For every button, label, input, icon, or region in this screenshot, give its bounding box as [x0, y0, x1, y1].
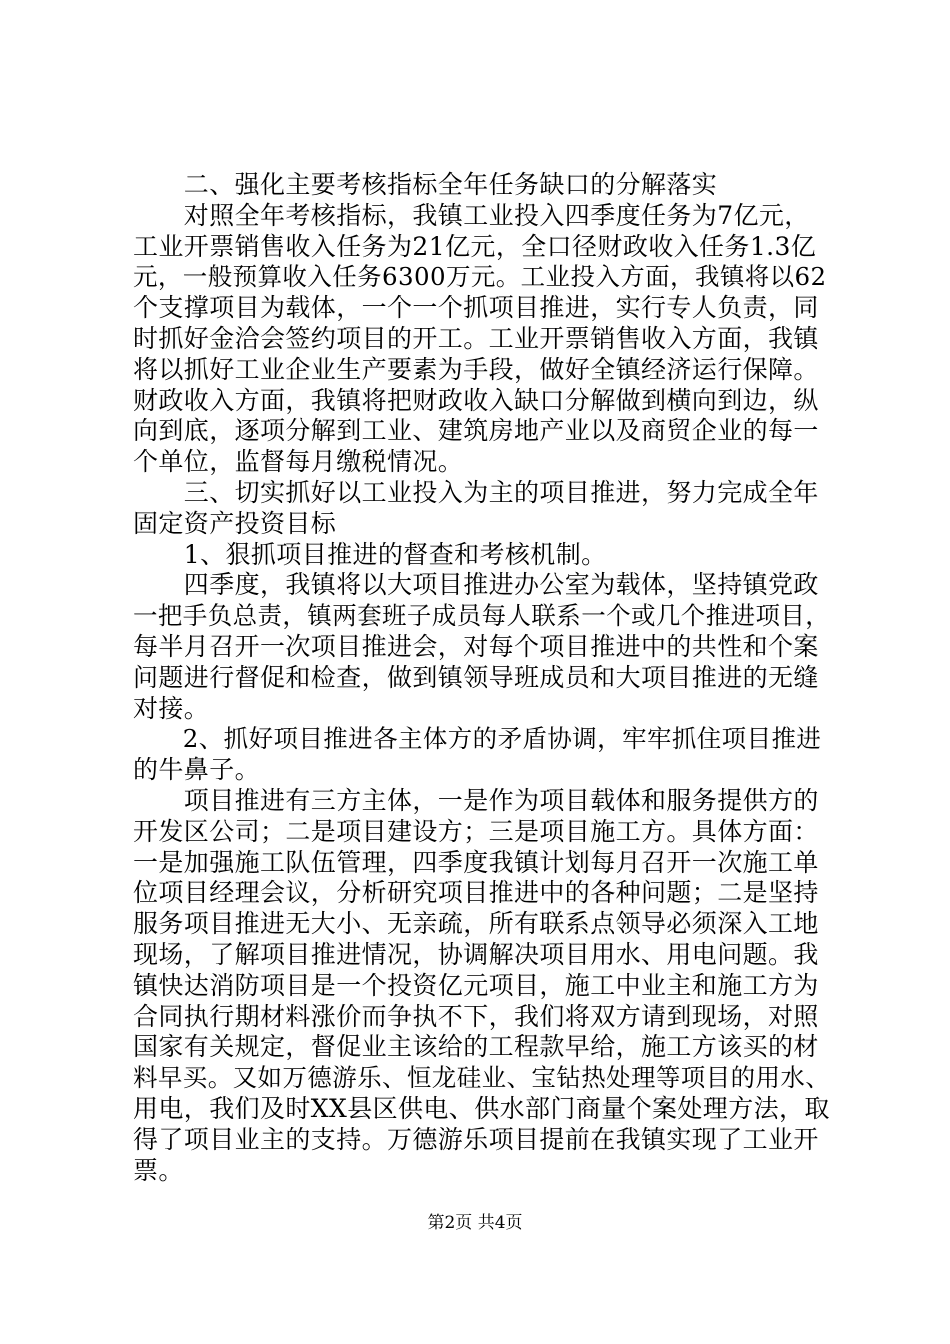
text-line: 一把手负总责，镇两套班子成员每人联系一个或几个推进项目， [133, 601, 831, 631]
text-line: 个支撑项目为载体，一个一个抓项目推进，实行专人负责，同 [133, 293, 819, 323]
text-line: 个单位，监督每月缴税情况。 [133, 447, 464, 477]
text-line: 1、狠抓项目推进的督查和考核机制。 [133, 539, 607, 569]
text-line: 向到底，逐项分解到工业、建筑房地产业以及商贸企业的每一 [133, 416, 819, 446]
text-line: 票。 [133, 1155, 184, 1185]
text-line: 开发区公司；二是项目建设方；三是项目施工方。具体方面： [133, 816, 819, 846]
text-line: 用电，我们及时XX县区供电、供水部门商量个案处理方法，取 [133, 1093, 830, 1123]
text-line: 时抓好金洽会签约项目的开工。工业开票销售收入方面，我镇 [133, 323, 819, 353]
text-line: 四季度，我镇将以大项目推进办公室为载体，坚持镇党政 [133, 570, 819, 600]
text-line: 得了项目业主的支持。万德游乐项目提前在我镇实现了工业开 [133, 1124, 819, 1154]
document-body [133, 170, 833, 1186]
text-line: 位项目经理会议，分析研究项目推进中的各种问题；二是坚持 [133, 878, 819, 908]
text-line: 合同执行期材料涨价而争执不下，我们将双方请到现场，对照 [133, 1001, 819, 1031]
text-line: 2、抓好项目推进各主体方的矛盾协调，牢牢抓住项目推进 [133, 724, 822, 754]
page-footer: 第2页 共4页 [427, 1213, 523, 1233]
text-line: 三、切实抓好以工业投入为主的项目推进，努力完成全年 [133, 477, 819, 507]
text-line: 一是加强施工队伍管理，四季度我镇计划每月召开一次施工单 [133, 847, 819, 877]
text-line: 工业开票销售收入任务为21亿元，全口径财政收入任务1.3亿 [133, 231, 817, 261]
text-line: 每半月召开一次项目推进会，对每个项目推进中的共性和个案 [133, 631, 819, 661]
text-line: 服务项目推进无大小、无亲疏，所有联系点领导必须深入工地 [133, 909, 819, 939]
text-line: 的牛鼻子。 [133, 755, 261, 785]
text-line: 问题进行督促和检查，做到镇领导班成员和大项目推进的无缝 [133, 662, 819, 692]
text-line: 项目推进有三方主体，一是作为项目载体和服务提供方的 [133, 785, 819, 815]
text-line: 对接。 [133, 693, 210, 723]
text-line: 财政收入方面，我镇将把财政收入缺口分解做到横向到边，纵 [133, 385, 819, 415]
text-line: 国家有关规定，督促业主该给的工程款早给，施工方该买的材 [133, 1032, 819, 1062]
text-line: 固定资产投资目标 [133, 508, 337, 538]
text-line: 料早买。又如万德游乐、恒龙硅业、宝钻热处理等项目的用水、 [133, 1063, 831, 1093]
text-line: 对照全年考核指标，我镇工业投入四季度任务为7亿元， [133, 200, 810, 230]
text-line: 现场，了解项目推进情况，协调解决项目用水、用电问题。我 [133, 939, 819, 969]
text-line: 镇快达消防项目是一个投资亿元项目，施工中业主和施工方为 [133, 970, 819, 1000]
text-line: 将以抓好工业企业生产要素为手段，做好全镇经济运行保障。 [133, 354, 819, 384]
text-line: 元，一般预算收入任务6300万元。工业投入方面，我镇将以62 [133, 262, 827, 292]
text-line: 二、强化主要考核指标全年任务缺口的分解落实 [133, 170, 718, 199]
